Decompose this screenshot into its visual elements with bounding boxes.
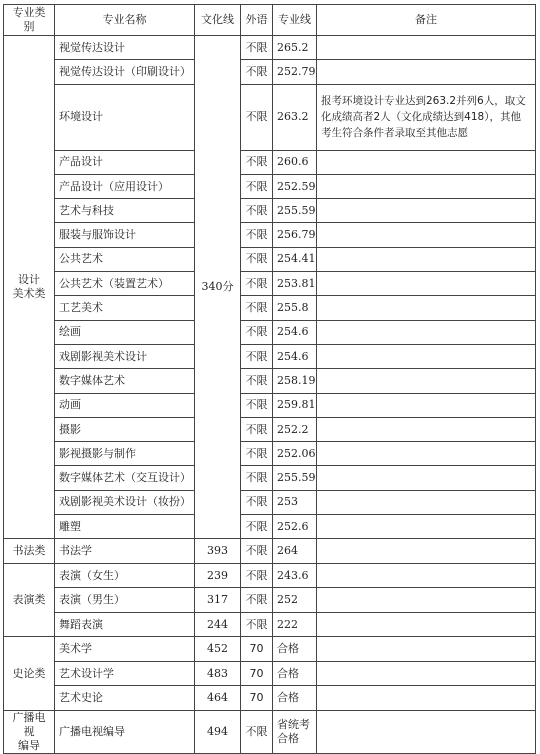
- foreign-language-cell: 不限: [241, 36, 273, 60]
- foreign-language-cell: 不限: [241, 442, 273, 466]
- notes-cell: [317, 612, 536, 637]
- major-line-cell: 252.6: [273, 515, 317, 539]
- major-name-cell: 摄影: [55, 417, 195, 441]
- table-row: [4, 296, 536, 320]
- notes-cell: [317, 393, 536, 417]
- foreign-language-cell: 不限: [241, 344, 273, 368]
- table-row: [4, 686, 536, 711]
- major-name-cell: 戏剧影视美术设计（妆扮）: [55, 490, 195, 514]
- table-row: [4, 612, 536, 637]
- notes-cell: [317, 174, 536, 198]
- notes-cell: [317, 686, 536, 711]
- category-cell: 史论类: [4, 637, 55, 711]
- foreign-language-cell: 不限: [241, 710, 273, 753]
- major-name-cell: 视觉传达设计（印刷设计）: [55, 60, 195, 84]
- major-line-cell: 264: [273, 539, 317, 564]
- major-line-cell: 合格: [273, 637, 317, 662]
- notes-cell: [317, 247, 536, 271]
- header-row: [4, 5, 536, 36]
- foreign-language-cell: 不限: [241, 466, 273, 490]
- major-line-cell: 合格: [273, 661, 317, 686]
- major-name-cell: 数字媒体艺术: [55, 369, 195, 393]
- major-name-cell: 表演（女生）: [55, 563, 195, 588]
- table-row: [4, 272, 536, 296]
- table-row: [4, 60, 536, 84]
- major-line-cell: 256.79: [273, 223, 317, 247]
- foreign-language-cell: 70: [241, 661, 273, 686]
- table-row: [4, 539, 536, 564]
- foreign-language-cell: 不限: [241, 417, 273, 441]
- major-line-cell: 合格: [273, 686, 317, 711]
- notes-cell: [317, 710, 536, 753]
- major-line-cell: 253.81: [273, 272, 317, 296]
- culture-line-cell: 340分: [195, 36, 241, 539]
- notes-cell: [317, 36, 536, 60]
- major-line-cell: 252: [273, 588, 317, 613]
- table-row: [4, 247, 536, 271]
- foreign-language-cell: 不限: [241, 150, 273, 174]
- category-cell: 表演类: [4, 563, 55, 637]
- major-line-cell: 254.6: [273, 320, 317, 344]
- foreign-language-cell: 不限: [241, 272, 273, 296]
- major-line-cell: 254.6: [273, 344, 317, 368]
- table-row: [4, 320, 536, 344]
- major-name-cell: 艺术史论: [55, 686, 195, 711]
- culture-line-cell: 464: [195, 686, 241, 711]
- notes-cell: [317, 539, 536, 564]
- major-name-cell: 数字媒体艺术（交互设计）: [55, 466, 195, 490]
- notes-cell: [317, 344, 536, 368]
- culture-line-cell: 494: [195, 710, 241, 753]
- header-major-line: 专业线: [273, 5, 317, 36]
- major-line-cell: 254.41: [273, 247, 317, 271]
- notes-cell: [317, 417, 536, 441]
- major-name-cell: 戏剧影视美术设计: [55, 344, 195, 368]
- foreign-language-cell: 不限: [241, 199, 273, 223]
- foreign-language-cell: 不限: [241, 515, 273, 539]
- foreign-language-cell: 不限: [241, 60, 273, 84]
- major-line-cell: 255.8: [273, 296, 317, 320]
- admission-score-table: [3, 4, 536, 754]
- table-row: [4, 393, 536, 417]
- foreign-language-cell: 不限: [241, 563, 273, 588]
- header-major-name: 专业名称: [55, 5, 195, 36]
- culture-line-cell: 317: [195, 588, 241, 613]
- major-line-cell: 252.2: [273, 417, 317, 441]
- major-name-cell: 美术学: [55, 637, 195, 662]
- table-row: [4, 637, 536, 662]
- foreign-language-cell: 不限: [241, 539, 273, 564]
- notes-cell: [317, 150, 536, 174]
- table-row: [4, 417, 536, 441]
- notes-cell: [317, 223, 536, 247]
- notes-cell: [317, 442, 536, 466]
- notes-cell: [317, 296, 536, 320]
- table-row: [4, 174, 536, 198]
- foreign-language-cell: 不限: [241, 247, 273, 271]
- major-name-cell: 服装与服饰设计: [55, 223, 195, 247]
- notes-cell: [317, 466, 536, 490]
- major-name-cell: 艺术与科技: [55, 199, 195, 223]
- header-notes: 备注: [317, 5, 536, 36]
- major-line-cell: 263.2: [273, 84, 317, 150]
- notes-cell: [317, 588, 536, 613]
- culture-line-cell: 393: [195, 539, 241, 564]
- notes-cell: [317, 199, 536, 223]
- major-line-cell: 252.06: [273, 442, 317, 466]
- table-row: [4, 442, 536, 466]
- category-cell: 设计 美术类: [4, 36, 55, 539]
- major-name-cell: 公共艺术: [55, 247, 195, 271]
- table-row: [4, 490, 536, 514]
- notes-cell: 报考环境设计专业达到263.2并列6人，取文化成绩高者2人（文化成绩达到418），其他考生符合条件者录取至其他志愿: [317, 84, 536, 150]
- major-name-cell: 雕塑: [55, 515, 195, 539]
- notes-cell: [317, 637, 536, 662]
- culture-line-cell: 244: [195, 612, 241, 637]
- major-line-cell: 255.59: [273, 199, 317, 223]
- foreign-language-cell: 不限: [241, 612, 273, 637]
- notes-cell: [317, 515, 536, 539]
- major-name-cell: 绘画: [55, 320, 195, 344]
- header-category: 专业类别: [4, 5, 55, 36]
- major-name-cell: 舞蹈表演: [55, 612, 195, 637]
- notes-cell: [317, 490, 536, 514]
- major-line-cell: 259.81: [273, 393, 317, 417]
- table-row: [4, 515, 536, 539]
- major-name-cell: 动画: [55, 393, 195, 417]
- foreign-language-cell: 不限: [241, 490, 273, 514]
- major-name-cell: 视觉传达设计: [55, 36, 195, 60]
- header-culture-line: 文化线: [195, 5, 241, 36]
- culture-line-cell: 239: [195, 563, 241, 588]
- major-name-cell: 环境设计: [55, 84, 195, 150]
- table-row: [4, 661, 536, 686]
- major-name-cell: 产品设计: [55, 150, 195, 174]
- culture-line-cell: 483: [195, 661, 241, 686]
- foreign-language-cell: 不限: [241, 393, 273, 417]
- notes-cell: [317, 563, 536, 588]
- table-row: [4, 199, 536, 223]
- table-row: [4, 150, 536, 174]
- table-row: [4, 36, 536, 60]
- foreign-language-cell: 不限: [241, 320, 273, 344]
- notes-cell: [317, 272, 536, 296]
- table-row: [4, 369, 536, 393]
- notes-cell: [317, 60, 536, 84]
- table-row: [4, 466, 536, 490]
- notes-cell: [317, 320, 536, 344]
- major-line-cell: 243.6: [273, 563, 317, 588]
- notes-cell: [317, 369, 536, 393]
- header-foreign-language: 外语: [241, 5, 273, 36]
- major-line-cell: 省统考 合格: [273, 710, 317, 753]
- foreign-language-cell: 70: [241, 637, 273, 662]
- category-cell: 书法类: [4, 539, 55, 564]
- major-line-cell: 252.59: [273, 174, 317, 198]
- major-name-cell: 影视摄影与制作: [55, 442, 195, 466]
- table-row: [4, 84, 536, 150]
- major-line-cell: 252.79: [273, 60, 317, 84]
- foreign-language-cell: 不限: [241, 296, 273, 320]
- table-row: [4, 223, 536, 247]
- foreign-language-cell: 不限: [241, 223, 273, 247]
- foreign-language-cell: 不限: [241, 84, 273, 150]
- foreign-language-cell: 70: [241, 686, 273, 711]
- table-row: [4, 563, 536, 588]
- major-name-cell: 公共艺术（装置艺术）: [55, 272, 195, 296]
- major-line-cell: 253: [273, 490, 317, 514]
- major-name-cell: 工艺美术: [55, 296, 195, 320]
- major-name-cell: 书法学: [55, 539, 195, 564]
- category-cell: 广播电视 编导: [4, 710, 55, 753]
- major-line-cell: 265.2: [273, 36, 317, 60]
- table-row: [4, 588, 536, 613]
- major-line-cell: 222: [273, 612, 317, 637]
- notes-cell: [317, 661, 536, 686]
- major-name-cell: 产品设计（应用设计）: [55, 174, 195, 198]
- major-line-cell: 255.59: [273, 466, 317, 490]
- table-body: [4, 36, 536, 754]
- major-line-cell: 260.6: [273, 150, 317, 174]
- table-row: [4, 710, 536, 753]
- foreign-language-cell: 不限: [241, 174, 273, 198]
- culture-line-cell: 452: [195, 637, 241, 662]
- table-row: [4, 344, 536, 368]
- foreign-language-cell: 不限: [241, 588, 273, 613]
- foreign-language-cell: 不限: [241, 369, 273, 393]
- major-name-cell: 广播电视编导: [55, 710, 195, 753]
- major-line-cell: 258.19: [273, 369, 317, 393]
- major-name-cell: 表演（男生）: [55, 588, 195, 613]
- major-name-cell: 艺术设计学: [55, 661, 195, 686]
